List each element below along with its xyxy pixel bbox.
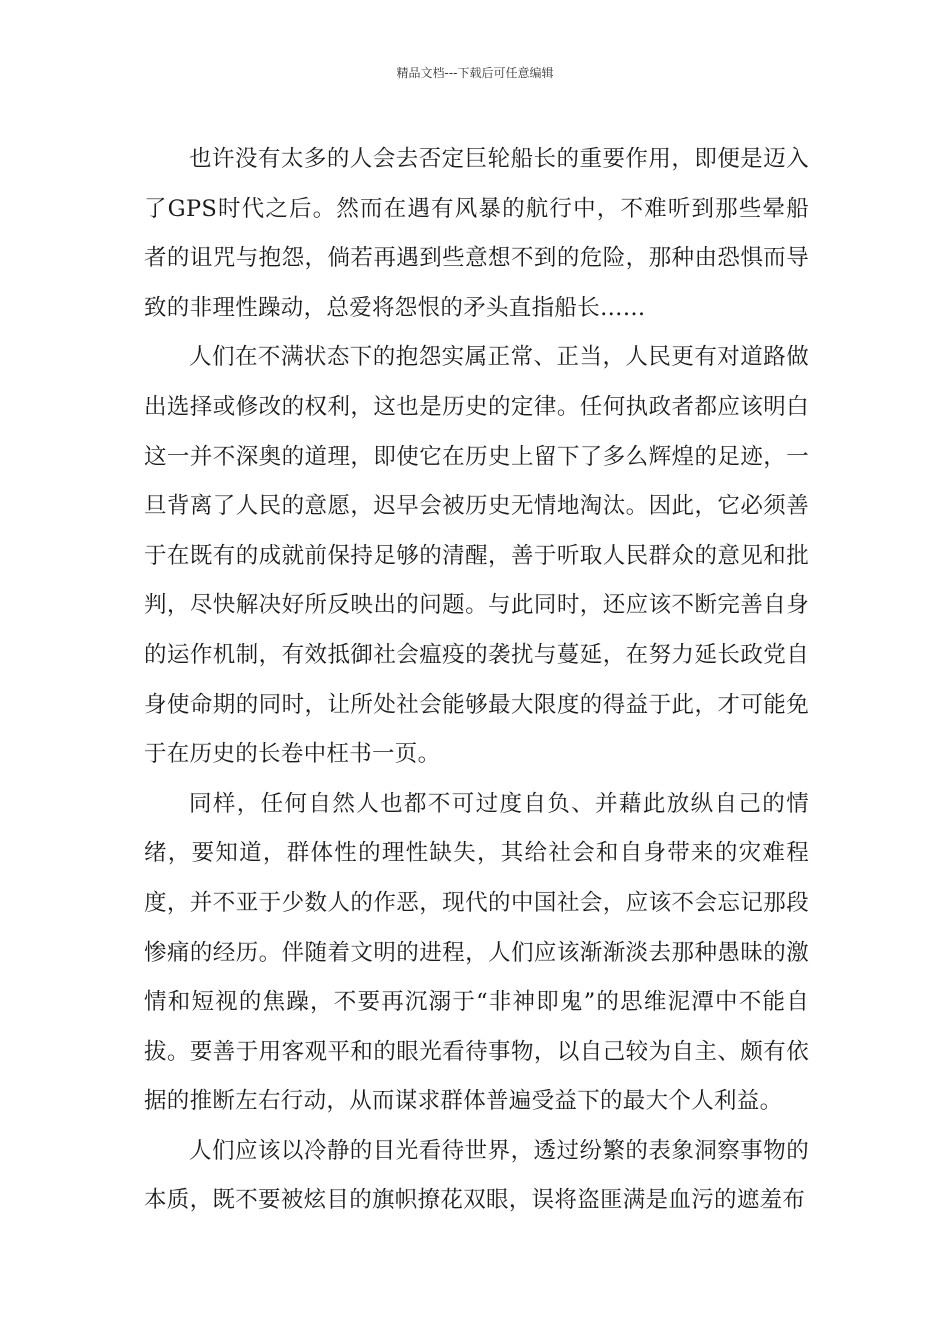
paragraph-3: 同样，任何自然人也都不可过度自负、并藉此放纵自己的情绪，要知道，群体性的理性缺失，其给社会和自身带来的灾难程度，并不亚于少数人的作恶，现代的中国社会，应该不会忘记那段惨痛的经历。伴随着文明的进程，人们应该渐渐淡去那种愚昧的激情和短视的焦躁，不要再沉溺于“非神即鬼”的思维泥潭中不能自拔。要善于用客观平和的眼光看待事物，以自己较为自主、颇有依据的推断左右行动，从而谋求群体普遍受益下的最大个人利益。 <box>144 790 809 1115</box>
document-body <box>144 135 809 1226</box>
paragraph-1: 也许没有太多的人会去否定巨轮船长的重要作用，即便是迈入了GPS时代之后。然而在遇有风暴的航行中，不难听到那些晕船者的诅咒与抱怨，倘若再遇到些意想不到的危险，那种由恐惧而导致的非理性躁动，总爱将怨恨的矛头直指船长…… <box>144 146 809 321</box>
paragraph-2: 人们在不满状态下的抱怨实属正常、正当，人民更有对道路做出选择或修改的权利，这也是历史的定律。任何执政者都应该明白这一并不深奥的道理，即使它在历史上留下了多么辉煌的足迹，一旦背离了人民的意愿，迟早会被历史无情地淘汰。因此，它必须善于在既有的成就前保持足够的清醒，善于听取人民群众的意见和批判，尽快解决好所反映出的问题。与此同时，还应该不断完善自身的运作机制，有效抵御社会瘟疫的袭扰与蔓延，在努力延长政党自身使命期的同时，让所处社会能够最大限度的得益于此，才可能免于在历史的长卷中枉书一页。 <box>144 344 809 768</box>
page-header: 精品文档---下载后可任意编辑 <box>396 66 554 80</box>
paragraph-4: 人们应该以冷静的目光看待世界，透过纷繁的表象洞察事物的本质，既不要被炫目的旗帜撩花双眼，误将盗匪满是血污的遮羞布 <box>144 1137 809 1214</box>
